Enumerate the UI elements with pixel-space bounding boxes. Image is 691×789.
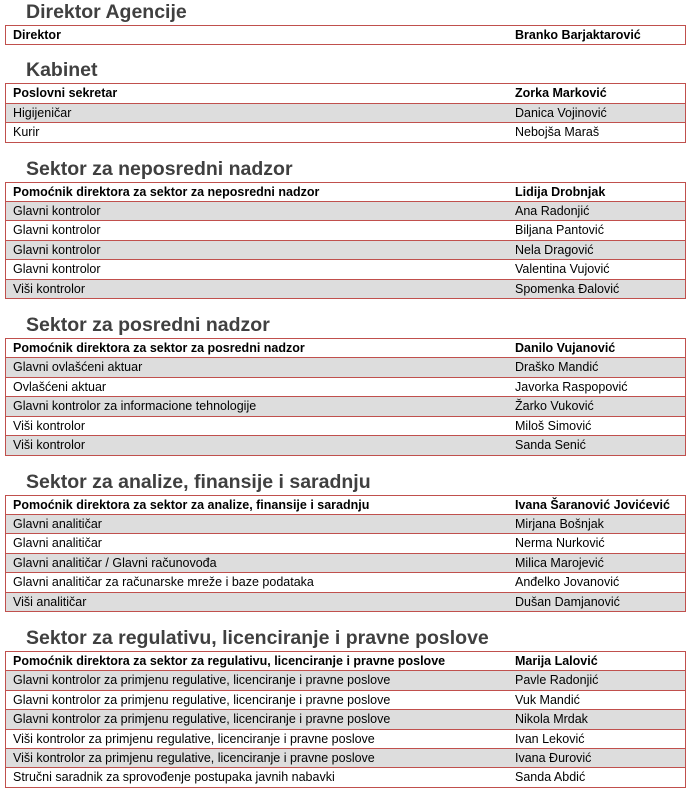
table-row	[6, 279, 686, 298]
table-row	[6, 84, 686, 103]
table-row	[6, 26, 686, 45]
section-neposredni-nadzor	[0, 157, 691, 299]
section-title: Kabinet	[26, 59, 98, 82]
section-posredni-nadzor	[0, 313, 691, 455]
role-cell: Glavni kontrolor za primjenu regulative, licenciranje i pravne poslove	[6, 710, 509, 729]
role-cell: Pomoćnik direktora za sektor za regulativu, licenciranje i pravne poslove	[6, 651, 509, 670]
role-cell: Viši kontrolor za primjenu regulative, licenciranje i pravne poslove	[6, 729, 509, 748]
name-cell: Pavle Radonjić	[508, 671, 686, 690]
table-row	[6, 690, 686, 709]
staff-table	[5, 338, 686, 455]
table-row	[6, 573, 686, 592]
role-cell: Viši kontrolor	[6, 279, 509, 298]
name-cell: Žarko Vuković	[508, 397, 686, 416]
name-cell: Marija Lalović	[508, 651, 686, 670]
name-cell: Sanda Senić	[508, 436, 686, 455]
role-cell: Viši kontrolor	[6, 416, 509, 435]
name-cell: Dušan Damjanović	[508, 592, 686, 611]
name-cell: Danica Vojinović	[508, 103, 686, 122]
table-row	[6, 416, 686, 435]
section-analize-finansije-saradnja	[0, 470, 691, 612]
role-cell: Glavni analitičar za računarske mreže i baze podataka	[6, 573, 509, 592]
table-row	[6, 729, 686, 748]
name-cell: Valentina Vujović	[508, 260, 686, 279]
name-cell: Draško Mandić	[508, 358, 686, 377]
role-cell: Pomoćnik direktora za sektor za analize, finansije i saradnju	[6, 495, 509, 514]
name-cell: Biljana Pantović	[508, 221, 686, 240]
name-cell: Vuk Mandić	[508, 690, 686, 709]
name-cell: Spomenka Đalović	[508, 279, 686, 298]
role-cell: Stručni saradnik za sprovođenje postupaka javnih nabavki	[6, 768, 509, 787]
table-row	[6, 768, 686, 787]
table-row	[6, 397, 686, 416]
role-cell: Glavni analitičar	[6, 534, 509, 553]
role-cell: Glavni kontrolor za primjenu regulative, licenciranje i pravne poslove	[6, 671, 509, 690]
name-cell: Branko Barjaktarović	[508, 26, 686, 45]
role-cell: Glavni kontrolor	[6, 202, 509, 221]
table-row	[6, 358, 686, 377]
staff-table	[5, 651, 686, 788]
table-row	[6, 221, 686, 240]
role-cell: Glavni kontrolor za primjenu regulative, licenciranje i pravne poslove	[6, 690, 509, 709]
table-row	[6, 553, 686, 572]
section-title: Sektor za neposredni nadzor	[26, 157, 293, 180]
staff-table	[5, 25, 686, 45]
name-cell: Mirjana Bošnjak	[508, 514, 686, 533]
table-row	[6, 651, 686, 670]
role-cell: Pomoćnik direktora za sektor za neposredni nadzor	[6, 182, 509, 201]
table-row	[6, 123, 686, 142]
name-cell: Javorka Raspopović	[508, 377, 686, 396]
section-title: Direktor Agencije	[26, 1, 187, 23]
role-cell: Glavni kontrolor	[6, 221, 509, 240]
role-cell: Pomoćnik direktora za sektor za posredni nadzor	[6, 339, 509, 358]
table-row	[6, 240, 686, 259]
role-cell: Glavni ovlašćeni aktuar	[6, 358, 509, 377]
name-cell: Danilo Vujanović	[508, 339, 686, 358]
role-cell: Direktor	[6, 26, 509, 45]
section-direktor-agencije	[0, 0, 691, 45]
name-cell: Nerma Nurković	[508, 534, 686, 553]
table-row	[6, 495, 686, 514]
name-cell: Ana Radonjić	[508, 202, 686, 221]
role-cell: Glavni analitičar	[6, 514, 509, 533]
name-cell: Ivana Đurović	[508, 748, 686, 767]
staff-table	[5, 83, 686, 142]
role-cell: Viši kontrolor za primjenu regulative, licenciranje i pravne poslove	[6, 748, 509, 767]
name-cell: Anđelko Jovanović	[508, 573, 686, 592]
section-title: Sektor za posredni nadzor	[26, 314, 270, 337]
role-cell: Higijeničar	[6, 103, 509, 122]
role-cell: Glavni kontrolor	[6, 260, 509, 279]
name-cell: Nebojša Maraš	[508, 123, 686, 142]
name-cell: Ivana Šaranović Jovićević	[508, 495, 686, 514]
section-regulativa-licenciranje	[0, 626, 691, 788]
role-cell: Glavni analitičar / Glavni računovođa	[6, 553, 509, 572]
table-row	[6, 514, 686, 533]
section-title: Sektor za regulativu, licenciranje i pravne poslove	[26, 626, 489, 649]
table-row	[6, 339, 686, 358]
name-cell: Milica Marojević	[508, 553, 686, 572]
name-cell: Lidija Drobnjak	[508, 182, 686, 201]
staff-table	[5, 495, 686, 612]
table-row	[6, 202, 686, 221]
name-cell: Nikola Mrdak	[508, 710, 686, 729]
role-cell: Kurir	[6, 123, 509, 142]
name-cell: Zorka Marković	[508, 84, 686, 103]
role-cell: Glavni kontrolor za informacione tehnologije	[6, 397, 509, 416]
table-row	[6, 592, 686, 611]
table-row	[6, 534, 686, 553]
role-cell: Viši kontrolor	[6, 436, 509, 455]
name-cell: Sanda Abdić	[508, 768, 686, 787]
table-row	[6, 182, 686, 201]
table-row	[6, 710, 686, 729]
role-cell: Ovlašćeni aktuar	[6, 377, 509, 396]
table-row	[6, 671, 686, 690]
role-cell: Poslovni sekretar	[6, 84, 509, 103]
role-cell: Glavni kontrolor	[6, 240, 509, 259]
table-row	[6, 377, 686, 396]
name-cell: Miloš Simović	[508, 416, 686, 435]
role-cell: Viši analitičar	[6, 592, 509, 611]
name-cell: Nela Dragović	[508, 240, 686, 259]
section-title: Sektor za analize, finansije i saradnju	[26, 470, 371, 493]
table-row	[6, 103, 686, 122]
staff-table	[5, 182, 686, 299]
section-kabinet	[0, 58, 691, 142]
table-row	[6, 436, 686, 455]
table-row	[6, 748, 686, 767]
table-row	[6, 260, 686, 279]
name-cell: Ivan Leković	[508, 729, 686, 748]
